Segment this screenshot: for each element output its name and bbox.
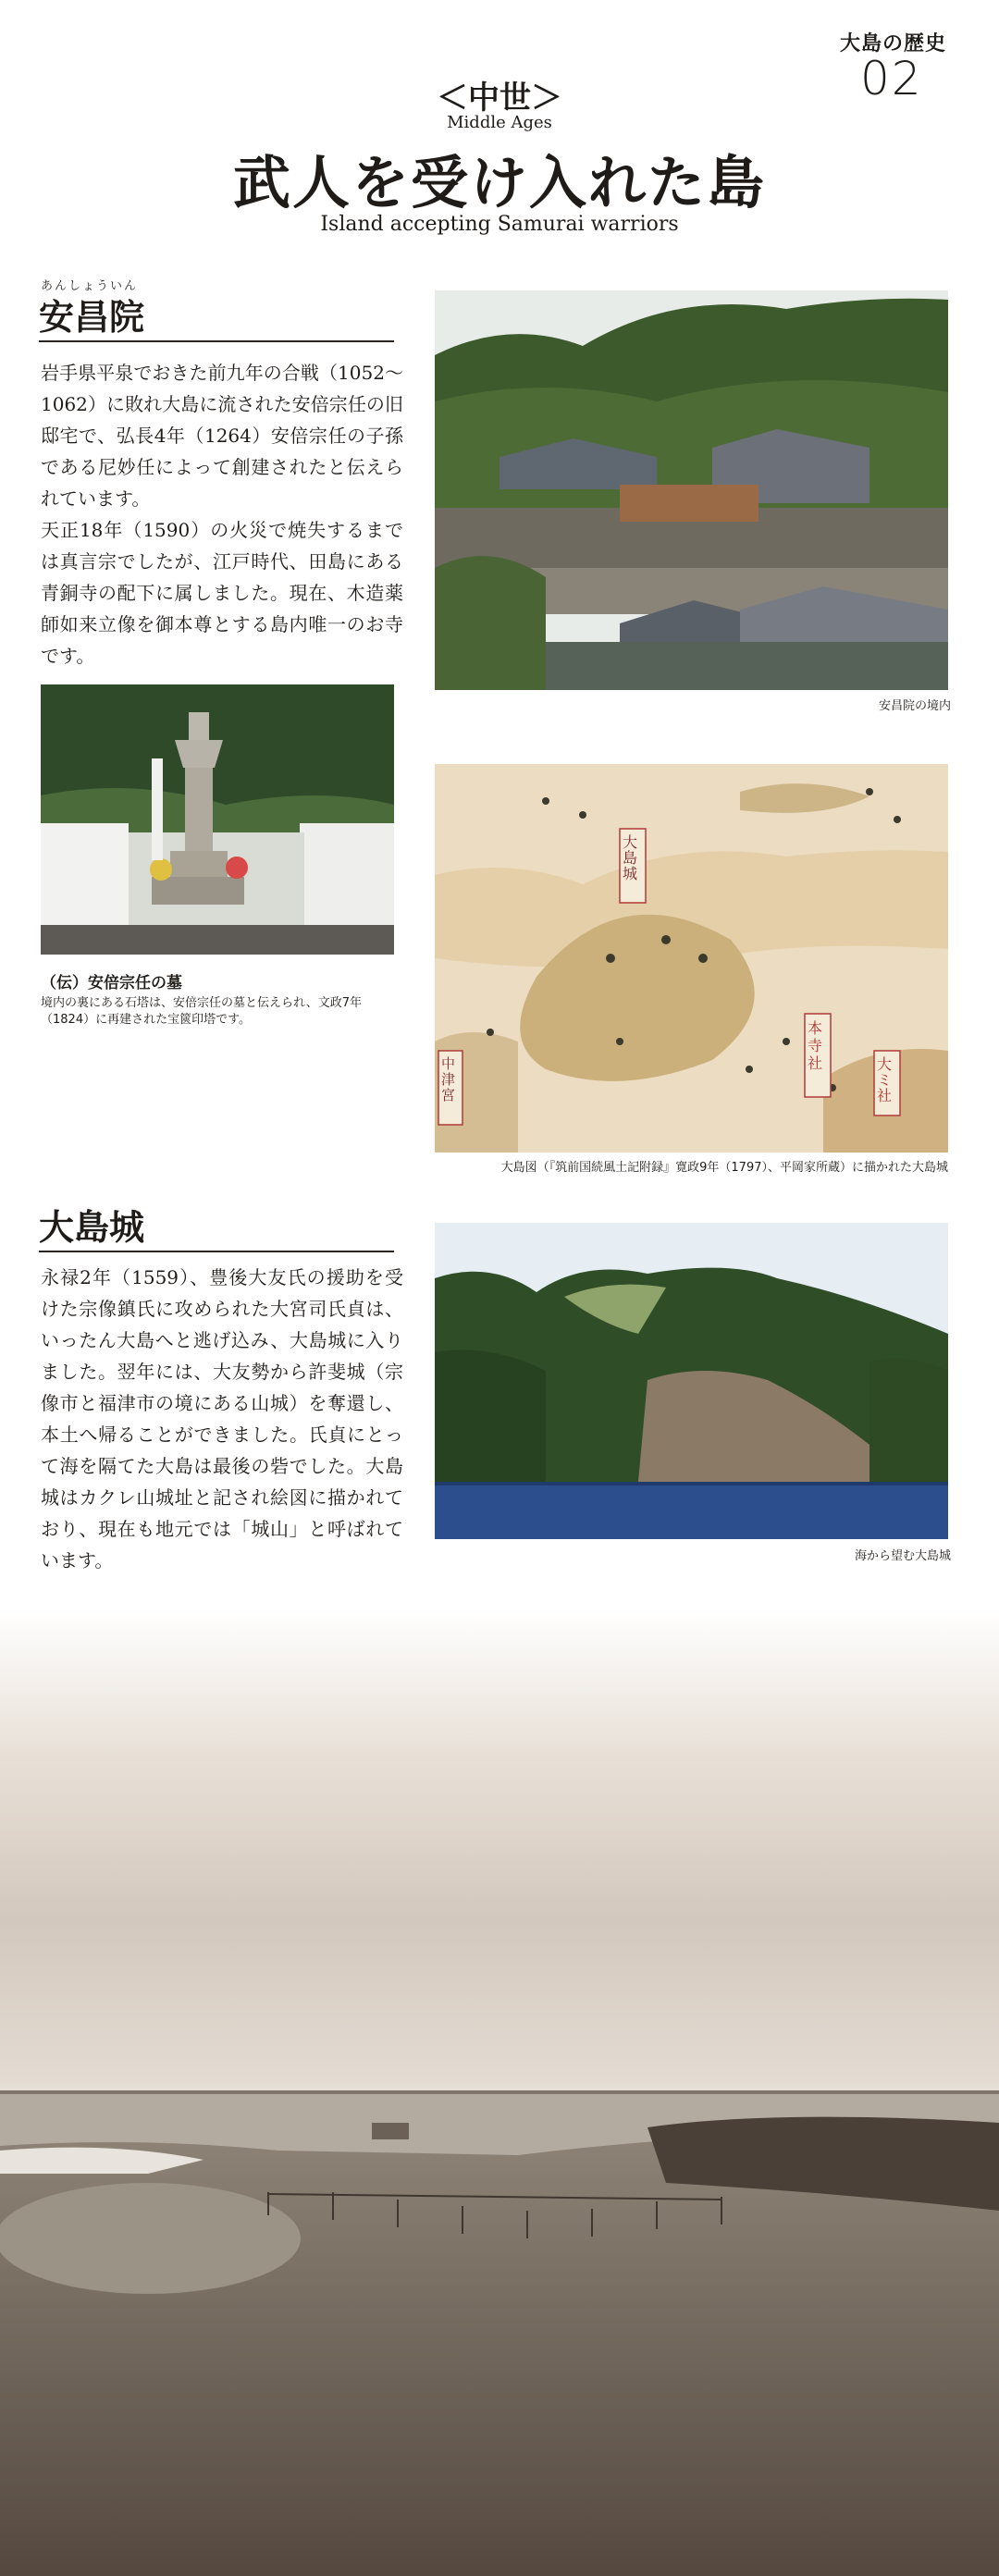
map-label-oshima-castle: 大島城 bbox=[623, 833, 638, 882]
section1-paragraph1: 岩手県平泉でおきた前九年の合戦（1052～1062）に敗れ大島に流された安倍宗任の旧邸宅で、弘長4年（1264）安倍宗任の子孫である尼妙任によって創建されたと伝えられています。 bbox=[41, 362, 403, 510]
section1-paragraph2: 天正18年（1590）の火災で焼失するまでは真言宗でしたが、江戸時代、田島にある青銅寺の配下に属しました。現在、木造薬師如来立像を御本尊とする島内唯一のお寺です。 bbox=[41, 519, 403, 667]
section1-ruby: あんしょういん bbox=[41, 279, 139, 293]
page-title: 武人を受け入れた島 bbox=[232, 149, 766, 216]
grave-photo bbox=[41, 684, 394, 955]
map-label-nakatsu: 中津宮 bbox=[441, 1055, 456, 1103]
era-label: ＜中世＞ bbox=[437, 80, 562, 117]
era-english: Middle Ages bbox=[447, 113, 552, 132]
grave-title: （伝）安倍宗任の墓 bbox=[41, 974, 182, 992]
castle-photo-caption: 海から望む大島城 bbox=[854, 1549, 951, 1563]
section1-rule bbox=[39, 340, 394, 342]
grave-caption: 境内の裏にある石塔は、安倍宗任の墓と伝えられ、文政7年（1824）に再建された宝篋印塔です。 bbox=[41, 996, 363, 1027]
map-caption: 大島図（『筑前国続風土記附録』寛政9年（1797）、平岡家所蔵）に描かれた大島城 bbox=[500, 1161, 948, 1175]
historic-map-image bbox=[435, 764, 948, 1152]
section2-heading: 大島城 bbox=[39, 1206, 145, 1248]
section2-rule bbox=[39, 1251, 394, 1252]
map-label-shrine: 本寺社 bbox=[808, 1019, 823, 1072]
section2-paragraph: 永禄2年（1559）、豊後大友氏の援助を受けた宗像鎮氏に攻められた大宮司氏貞は、いったん大島へと逃げ込み、大島城に入りました。翌年には、大友勢から許斐城（宗像市と福津市の境にある山城）を奪還し、本土へ帰ることができました。氏貞にとって海を隔てた大島は最後の砦でした。大島城はカクレ山城址と記され絵図に描かれており、現在も地元では「城山」と呼ばれています。 bbox=[41, 1266, 403, 1571]
page-subtitle: Island accepting Samurai warriors bbox=[320, 213, 679, 236]
series-label: 大島の歴史 bbox=[840, 32, 947, 55]
map-label-shrine-2: 大ミ社 bbox=[877, 1055, 893, 1104]
anshoin-photo-caption: 安昌院の境内 bbox=[878, 699, 951, 713]
castle-sea-photo bbox=[435, 1223, 948, 1539]
section1-heading: 安昌院 bbox=[39, 296, 145, 338]
series-number: 02 bbox=[860, 52, 923, 105]
landscape-photo bbox=[0, 1609, 999, 2576]
anshoin-temple-photo bbox=[435, 290, 948, 690]
